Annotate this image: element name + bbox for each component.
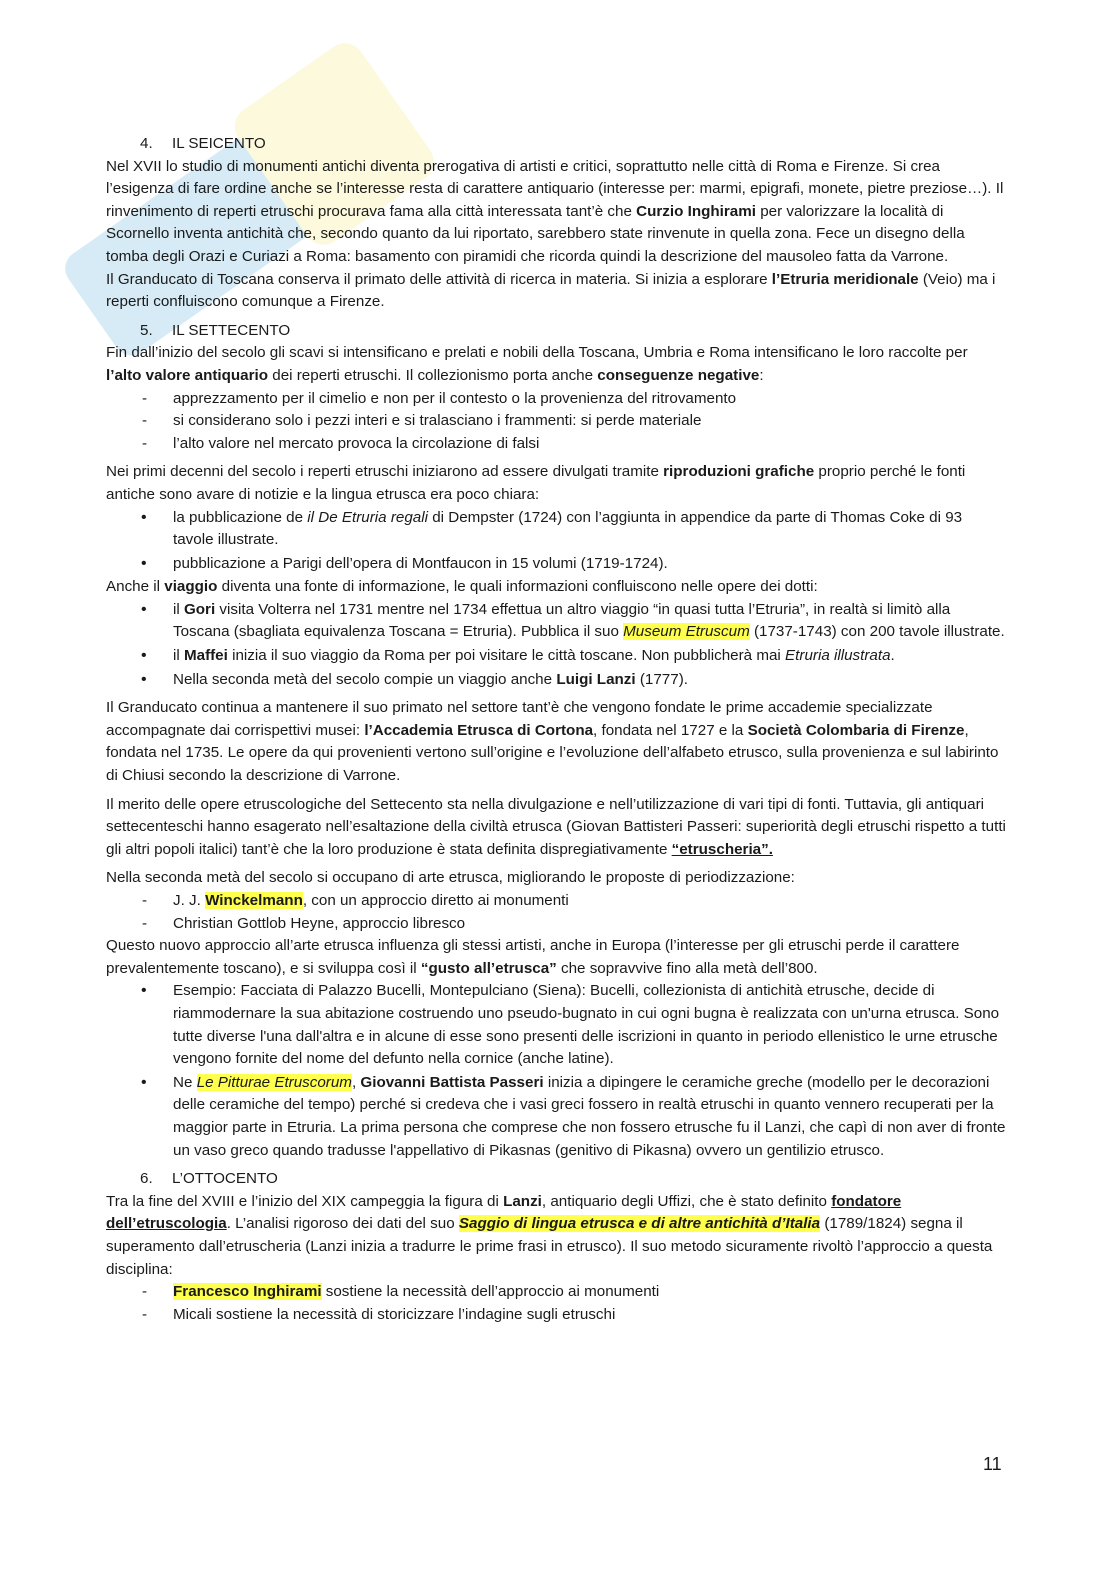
list-item: - Micali sostiene la necessità di storicizzare l’indagine sugli etruschi [106, 1304, 1006, 1327]
list-item: - si considerano solo i pezzi interi e si tralasciano i frammenti: si perde materiale [106, 410, 1006, 433]
list-item: • la pubblicazione de il De Etruria regali di Dempster (1724) con l’aggiunta in appendice da parte di Thomas Coke di 93 tavole illustrate. [106, 507, 1006, 552]
bullet-list [106, 507, 1006, 576]
paragraph: Il merito delle opere etruscologiche del Settecento sta nella divulgazione e nell’utilizzazione di vari tipi di fonti. Tuttavia, gli antiquari settecenteschi hanno esagerato nell’esaltazione della civiltà etrusca (Giovan Battisteri Passeri: superiorità degli etruschi rispetto a tutti gli altri popoli italici) tant’è che la loro produzione è stata definita dispregiativamente “etruscheria”. [106, 795, 1006, 858]
dash-list [106, 388, 1006, 456]
list-item: - J. J. Winckelmann, con un approccio diretto ai monumenti [106, 890, 1006, 913]
list-item: • pubblicazione a Parigi dell’opera di Montfaucon in 15 volumi (1719-1724). [106, 553, 1006, 576]
list-item: • Nella seconda metà del secolo compie un viaggio anche Luigi Lanzi (1777). [106, 669, 1006, 692]
list-item: - Christian Gottlob Heyne, approccio libresco [106, 913, 1006, 936]
list-item: • il Maffei inizia il suo viaggio da Roma per poi visitare le città toscane. Non pubblicherà mai Etruria illustrata. [106, 645, 1006, 668]
paragraph: Tra la fine del XVIII e l’inizio del XIX campeggia la figura di Lanzi, antiquario degli Uffizi, che è stato definito fondatore dell’etruscologia. L’analisi rigoroso dei dati del suo Saggio di lingua etrusca e di altre antichità d’Italia (1789/1824) segna il superamento dall’etruscheria (Lanzi inizia a tradurre le prime frasi in etrusco). Il suo metodo sicuramente rivoltò l’approccio a questa disciplina: [106, 1192, 993, 1278]
list-item: - Francesco Inghirami sostiene la necessità dell’approccio ai monumenti [106, 1281, 1006, 1304]
heading-ottocento: 6. L’OTTOCENTO [140, 1170, 278, 1188]
list-item: - l’alto valore nel mercato provoca la circolazione di falsi [106, 433, 1006, 456]
list-item: - apprezzamento per il cimelio e non per il contesto o la provenienza del ritrovamento [106, 388, 1006, 411]
bullet-list [106, 980, 1006, 1162]
list-item: • Ne Le Pitturae Etruscorum, Giovanni Battista Passeri inizia a dipingere le ceramiche greche (modello per le decorazioni delle ceramiche del tempo) perché si credeva che i vasi greci fossero in realtà etruschi in quanto vennero recuperati per la maggior parte in Etruria. La prima persona che comprese che non fossero etrusche fu il Lanzi, che capì di non aver di fronte un vaso greco quando tradusse l'appellativo di Pikasnas (genitivo di Pikasna) ovvero un gentilizio etrusco. [106, 1072, 1006, 1162]
list-item: • Esempio: Facciata di Palazzo Bucelli, Montepulciano (Siena): Bucelli, collezionista di antichità etrusche, decide di riammodernare la sua abitazione costruendo uno pseudo-bugnato in cui ogni bugna è realizzata con un'urna etrusca. Sono tutte diverse l'una dall'altra e in alcune di esse sono presenti delle iscrizioni in quanto in periodo ellenistico le urne etrusche vengono fornite del nome del defunto nella cornice (anche latine). [106, 980, 1006, 1070]
paragraph: Nella seconda metà del secolo si occupano di arte etrusca, migliorando le proposte di periodizzazione: [106, 869, 795, 887]
paragraph: Nel XVII lo studio di monumenti antichi diventa prerogativa di artisti e critici, soprattutto nelle città di Roma e Firenze. Si crea l’esigenza di fare ordine anche se l’interesse resta di carattere antiquario (interesse per: marmi, epigrafi, monete, pietre preziose…). Il rinvenimento di reperti etruschi procurava fama alla città interessata tant’è che Curzio Inghirami per valorizzare la località di Scornello inventa antichità che, secondo quanto da lui riportato, sarebbero state rinvenute in quella zona. Fece un disegno della tomba degli Orazi e Curiazi a Roma: basamento con piramidi che ricorda quindi la descrizione del mausoleo fatta da Varrone. [106, 157, 1004, 265]
bullet-list [106, 599, 1006, 691]
dash-list [106, 1281, 1006, 1326]
paragraph: Il Granducato continua a mantenere il suo primato nel settore tant’è che vengono fondate le prime accademie specializzate accompagnate dai corrispettivi musei: l’Accademia Etrusca di Cortona, fondata nel 1727 e la Società Colombaria di Firenze, fondata nel 1735. Le opere da qui provenienti vertono sull’origine e l’evoluzione dell’alfabeto etrusco, sulla provenienza e sul labirinto di Chiusi secondo la descrizione di Varrone. [106, 699, 999, 785]
heading-seicento: 4. IL SEICENTO [140, 135, 266, 152]
paragraph: Il Granducato di Toscana conserva il primato delle attività di ricerca in materia. Si inizia a esplorare l’Etruria meridionale (Veio) ma i reperti confluiscono comunque a Firenze. [106, 270, 996, 311]
list-item: • il Gori visita Volterra nel 1731 mentre nel 1734 effettua un altro viaggio “in quasi tutta l’Etruria”, in realtà si limitò alla Toscana (sbagliata equivalenza Toscana = Etruria). Pubblica il suo Museum Etruscum (1737-1743) con 200 tavole illustrate. [106, 599, 1006, 644]
paragraph: Anche il viaggio diventa una fonte di informazione, le quali informazioni confluiscono nelle opere dei dotti: [106, 578, 818, 596]
page-number: 11 [983, 1454, 1002, 1474]
paragraph: Fin dall’inizio del secolo gli scavi si intensificano e prelati e nobili della Toscana, Umbria e Roma intensificano le loro raccolte per l’alto valore antiquario dei reperti etruschi. Il collezionismo porta anche conseguenze negative: [106, 344, 968, 384]
paragraph: Nei primi decenni del secolo i reperti etruschi iniziarono ad essere divulgati tramite riproduzioni grafiche proprio perché le fonti antiche sono avare di notizie e la lingua etrusca era poco chiara: [106, 463, 966, 503]
dash-list [106, 890, 1006, 935]
heading-settecento: 5. IL SETTECENTO [140, 321, 291, 339]
paragraph: Questo nuovo approccio all’arte etrusca influenza gli stessi artisti, anche in Europa (l’interesse per gli etruschi perde il carattere prevalentemente toscano), e si sviluppa così il “gusto all’etrusca” che sopravvive fino alla metà dell’800. [106, 937, 960, 977]
